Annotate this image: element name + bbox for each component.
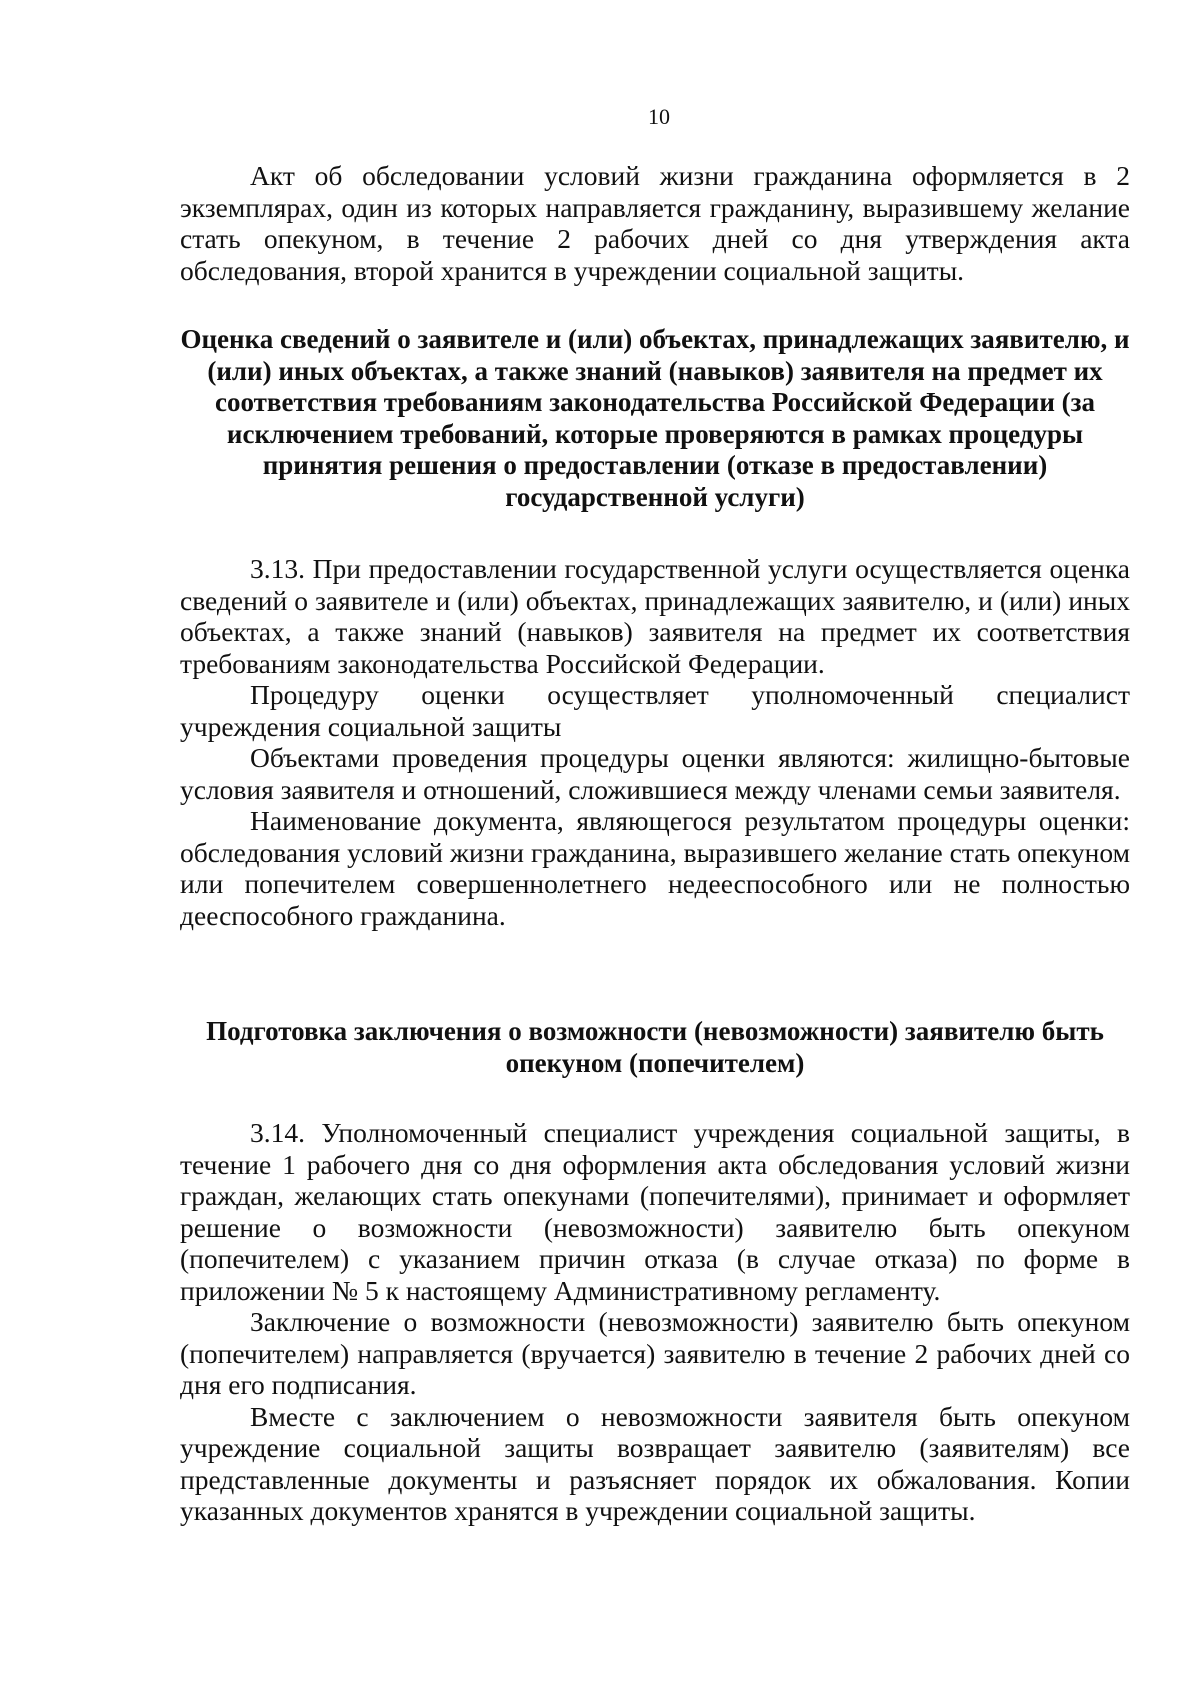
document-body bbox=[180, 160, 1130, 1527]
assessment-document-paragraph: Наименование документа, являющегося результатом процедуры оценки: обследования условий жизни гражданина, выразившего желание стать опекуном или попечителем совершеннолетнего недееспособного или не полностью дееспособного гражданина. bbox=[180, 805, 1130, 931]
assessment-objects-paragraph: Объектами проведения процедуры оценки являются: жилищно-бытовые условия заявителя и отношений, сложившиеся между членами семьи заявителя. bbox=[180, 742, 1130, 805]
paragraph-3-13: 3.13. При предоставлении государственной услуги осуществляется оценка сведений о заявителе и (или) объектах, принадлежащих заявителю, и (или) иных объектах, а также знаний (навыков) заявителя на предмет их соответствия требованиям законодательства Российской Федерации. bbox=[180, 553, 1130, 679]
assessment-section-heading: Оценка сведений о заявителе и (или) объектах, принадлежащих заявителю, и (или) иных объектах, а также знаний (навыков) заявителя на предмет их соответствия требованиям законодательства Российской Федерации (за исключением требований, которые проверяются в рамках процедуры принятия решения о предоставлении (отказе в предоставлении) государственной услуги) bbox=[180, 324, 1130, 512]
paragraph-3-14: 3.14. Уполномоченный специалист учреждения социальной защиты, в течение 1 рабочего дня со дня оформления акта обследования условий жизни граждан, желающих стать опекунами (попечителями), принимает и оформляет решение о возможности (невозможности) заявителю быть опекуном (попечителем) с указанием причин отказа (в случае отказа) по форме в приложении № 5 к настоящему Административному регламенту. bbox=[180, 1117, 1130, 1306]
conclusion-delivery-paragraph: Заключение о возможности (невозможности) заявителю быть опекуном (попечителем) направляется (вручается) заявителю в течение 2 рабочих дней со дня его подписания. bbox=[180, 1306, 1130, 1400]
conclusion-section-heading: Подготовка заключения о возможности (невозможности) заявителю быть опекуном (попечителем) bbox=[206, 1016, 1104, 1078]
page-number: 10 bbox=[648, 104, 670, 129]
assessment-procedure-paragraph: Процедуру оценки осуществляет уполномоченный специалист учреждения социальной защиты bbox=[180, 679, 1130, 742]
conclusion-return-paragraph: Вместе с заключением о невозможности заявителя быть опекуном учреждение социальной защиты возвращает заявителю (заявителям) все представленные документы и разъясняет порядок их обжалования. Копии указанных документов хранятся в учреждении социальной защиты. bbox=[180, 1400, 1130, 1526]
intro-paragraph: Акт об обследовании условий жизни гражданина оформляется в 2 экземплярах, один из которых направляется гражданину, выразившему желание стать опекуном, в течение 2 рабочих дней со дня утверждения акта обследования, второй хранится в учреждении социальной защиты. bbox=[180, 160, 1130, 286]
